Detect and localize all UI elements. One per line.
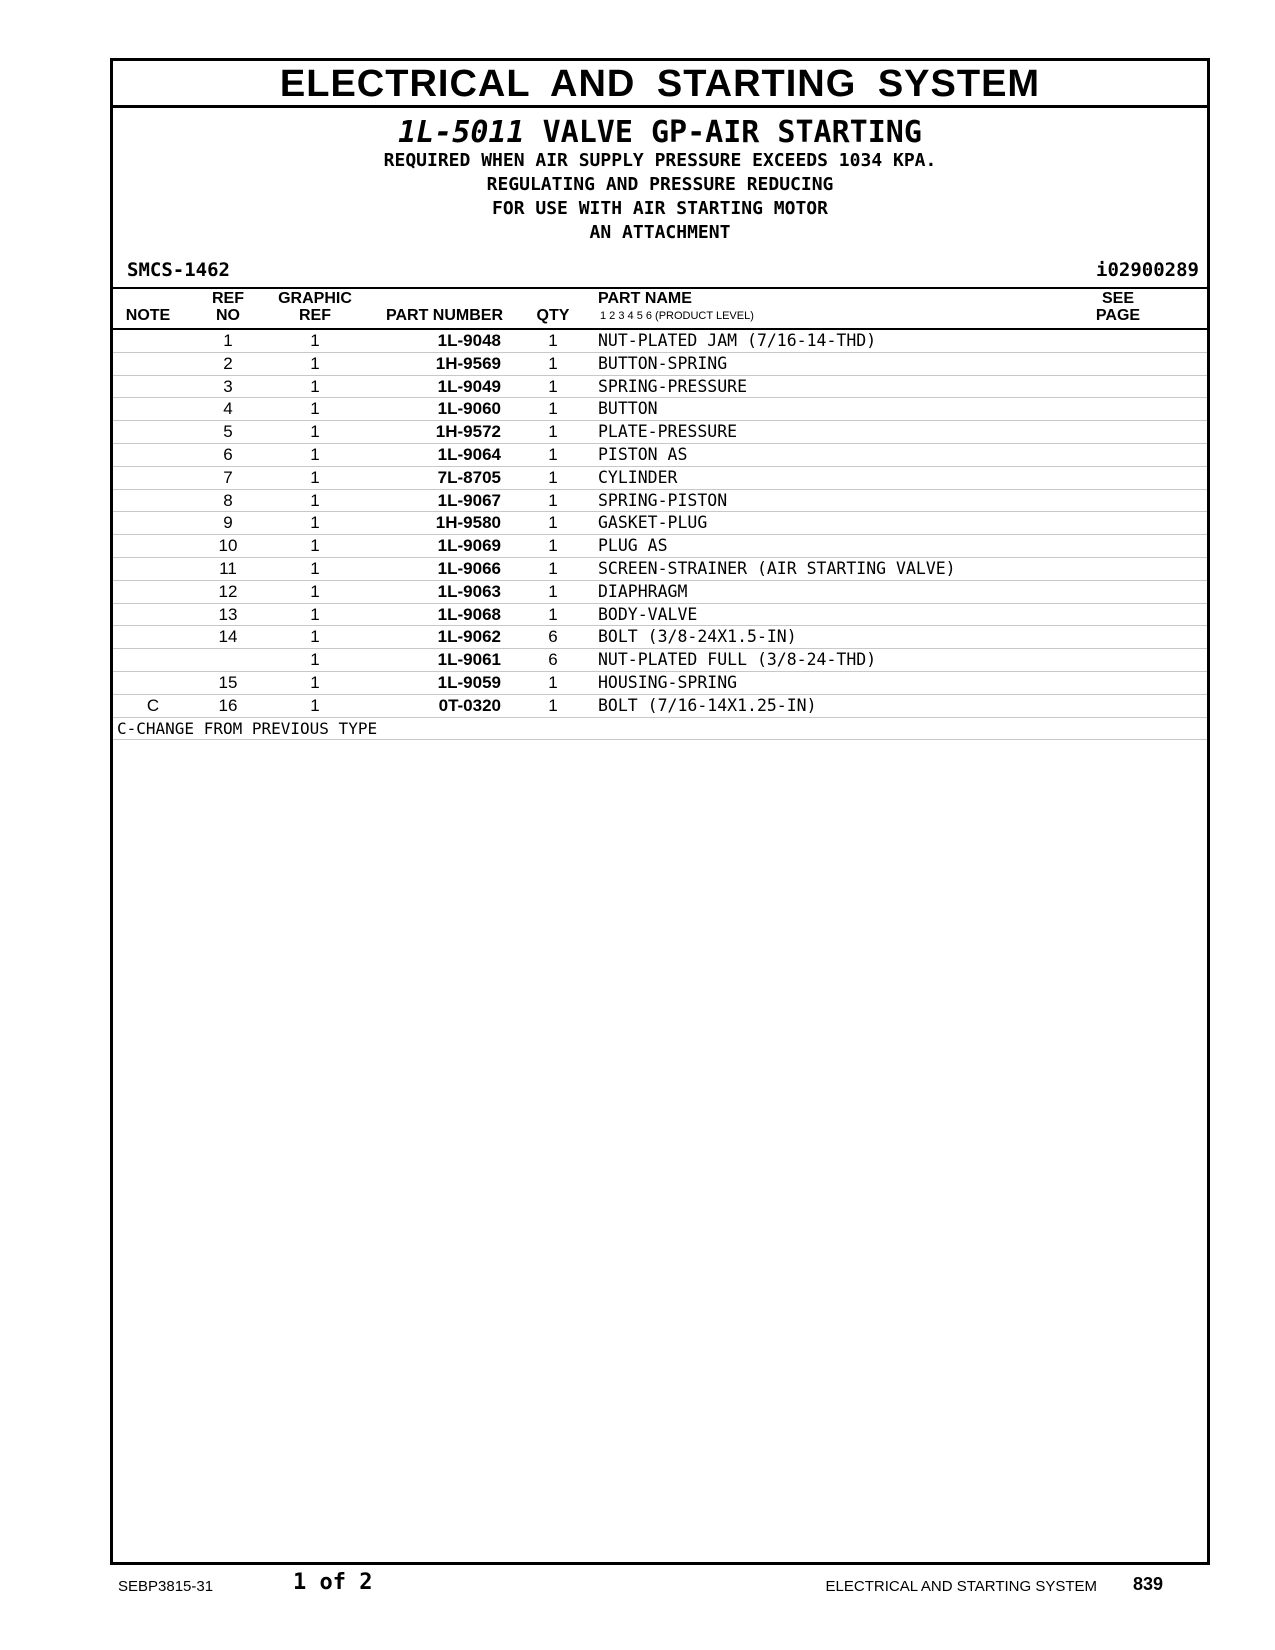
cell-part-name: BUTTON-SPRING (598, 353, 728, 373)
cell-ref-no: 4 (223, 399, 233, 419)
cell-qty: 1 (548, 672, 558, 692)
footer-section: ELECTRICAL AND STARTING SYSTEM (825, 1578, 1097, 1595)
cell-ref-no: 1 (223, 331, 233, 350)
cell-graphic-ref: 1 (310, 376, 320, 396)
cell-ref-no: 14 (218, 627, 238, 647)
section-title: ELECTRICAL AND STARTING SYSTEM (113, 61, 1207, 108)
cell-qty: 1 (548, 536, 558, 556)
cell-graphic-ref: 1 (310, 513, 320, 533)
cell-graphic-ref: 1 (310, 604, 320, 624)
table-row (113, 467, 1207, 490)
cell-qty: 1 (548, 558, 558, 578)
cell-graphic-ref: 1 (310, 581, 320, 601)
cell-qty: 6 (548, 650, 558, 670)
cell-part-number: 1L-9067 (437, 490, 501, 510)
cell-part-name: NUT-PLATED JAM (7/16-14-THD) (598, 331, 877, 350)
cell-part-number: 1L-9060 (437, 399, 501, 419)
cell-qty: 1 (548, 513, 558, 533)
cell-part-number: 1L-9062 (437, 627, 501, 647)
cell-qty: 6 (548, 627, 558, 647)
cell-part-name: NUT-PLATED FULL (3/8-24-THD) (598, 650, 877, 670)
cell-part-name: SCREEN-STRAINER (AIR STARTING VALVE) (598, 558, 956, 578)
cell-part-number: 1L-9049 (437, 376, 501, 396)
cell-ref-no: 3 (223, 376, 233, 396)
cell-part-number: 1L-9069 (437, 536, 501, 556)
cell-ref-no: 15 (218, 672, 238, 692)
cell-part-number: 1H-9580 (435, 513, 501, 533)
cell-graphic-ref: 1 (310, 558, 320, 578)
cell-part-name: BODY-VALVE (598, 604, 698, 624)
cell-part-number: 1H-9572 (435, 422, 501, 442)
col-header-part-name: PART NAME (598, 290, 692, 307)
table-row (113, 558, 1207, 581)
cell-qty: 1 (548, 376, 558, 396)
group-description: REGULATING AND PRESSURE REDUCING (486, 174, 834, 195)
col-header-graphic-ref: GRAPHIC REF (278, 290, 352, 324)
cell-part-number: 1L-9066 (437, 558, 501, 578)
cell-qty: 1 (548, 444, 558, 464)
cell-part-name: HOUSING-SPRING (598, 672, 738, 692)
cell-graphic-ref: 1 (310, 695, 320, 715)
cell-part-number: 1H-9569 (435, 353, 501, 373)
cell-part-name: SPRING-PISTON (598, 490, 728, 510)
cell-ref-no: 13 (218, 604, 238, 624)
table-row (113, 695, 1207, 718)
cell-ref-no: 10 (218, 536, 238, 556)
cell-ref-no: 6 (223, 444, 233, 464)
cell-part-name: BOLT (7/16-14X1.25-IN) (598, 695, 817, 715)
cell-part-number: 1L-9059 (437, 672, 501, 692)
smcs-code: SMCS-1462 (127, 259, 230, 281)
cell-graphic-ref: 1 (310, 331, 320, 350)
cell-note: C (146, 695, 160, 715)
illustration-id: i02900289 (1096, 259, 1199, 281)
header-top-rule (113, 287, 1207, 289)
table-row (113, 376, 1207, 399)
group-description: FOR USE WITH AIR STARTING MOTOR (492, 198, 828, 219)
col-header-see-page: SEE PAGE (1095, 290, 1141, 324)
legend-row (113, 718, 1207, 741)
cell-graphic-ref: 1 (310, 399, 320, 419)
table-row (113, 490, 1207, 513)
group-description: REQUIRED WHEN AIR SUPPLY PRESSURE EXCEEDS 1034 KPA. (383, 150, 937, 171)
cell-part-number: 1L-9064 (437, 444, 501, 464)
table-row (113, 512, 1207, 535)
table-row (113, 535, 1207, 558)
cell-ref-no: 5 (223, 422, 233, 442)
product-level-label: 1 2 3 4 5 6 (PRODUCT LEVEL) (600, 310, 754, 322)
cell-qty: 1 (548, 422, 558, 442)
cell-graphic-ref: 1 (310, 490, 320, 510)
table-row (113, 626, 1207, 649)
cell-graphic-ref: 1 (310, 672, 320, 692)
cell-part-number: 1L-9048 (437, 331, 501, 350)
cell-qty: 1 (548, 399, 558, 419)
cell-part-number: 7L-8705 (437, 467, 501, 487)
group-description: AN ATTACHMENT (589, 222, 731, 243)
col-header-qty: QTY (536, 307, 570, 324)
table-row (113, 581, 1207, 604)
cell-ref-no: 2 (223, 353, 233, 373)
cell-ref-no: 12 (218, 581, 238, 601)
table-row (113, 421, 1207, 444)
cell-part-name: DIAPHRAGM (598, 581, 688, 601)
cell-ref-no: 16 (218, 695, 238, 715)
table-row (113, 444, 1207, 467)
cell-graphic-ref: 1 (310, 422, 320, 442)
footer-doc-number: SEBP3815-31 (118, 1578, 214, 1595)
table-row (113, 649, 1207, 672)
table-row (113, 353, 1207, 376)
cell-part-number: 1L-9068 (437, 604, 501, 624)
cell-graphic-ref: 1 (310, 536, 320, 556)
parts-table (113, 330, 1207, 740)
table-row (113, 672, 1207, 695)
table-row (113, 398, 1207, 421)
col-header-part-number: PART NUMBER (385, 307, 503, 324)
cell-part-name: GASKET-PLUG (598, 513, 708, 533)
footer-page-of: 1 of 2 (293, 1570, 373, 1595)
cell-part-number: 1L-9061 (437, 650, 501, 670)
cell-graphic-ref: 1 (310, 627, 320, 647)
cell-part-name: PISTON AS (598, 444, 688, 464)
cell-part-number: 0T-0320 (438, 695, 501, 715)
cell-graphic-ref: 1 (310, 353, 320, 373)
cell-ref-no: 7 (223, 467, 233, 487)
cell-part-name: PLATE-PRESSURE (598, 422, 738, 442)
page-frame (110, 58, 1210, 1565)
cell-qty: 1 (548, 353, 558, 373)
cell-qty: 1 (548, 467, 558, 487)
group-title (113, 115, 1207, 151)
group-name: VALVE GP-AIR STARTING (542, 115, 922, 150)
cell-part-name: BUTTON (598, 399, 658, 419)
cell-part-name: SPRING-PRESSURE (598, 376, 748, 396)
cell-part-name: PLUG AS (598, 536, 668, 556)
table-row (113, 330, 1207, 353)
table-row (113, 604, 1207, 627)
legend-note: C-CHANGE FROM PREVIOUS TYPE (117, 718, 378, 738)
cell-ref-no: 8 (223, 490, 233, 510)
footer-page-number: 839 (1132, 1574, 1163, 1594)
col-header-note: NOTE (125, 307, 171, 324)
cell-graphic-ref: 1 (310, 650, 320, 670)
cell-part-name: BOLT (3/8-24X1.5-IN) (598, 627, 797, 647)
cell-graphic-ref: 1 (310, 444, 320, 464)
cell-qty: 1 (548, 581, 558, 601)
cell-qty: 1 (548, 490, 558, 510)
cell-ref-no: 9 (223, 513, 233, 533)
cell-part-name: CYLINDER (598, 467, 678, 487)
col-header-ref-no: REF NO (212, 290, 244, 324)
cell-part-number: 1L-9063 (437, 581, 501, 601)
cell-qty: 1 (548, 604, 558, 624)
cell-graphic-ref: 1 (310, 467, 320, 487)
cell-qty: 1 (548, 331, 558, 350)
group-part-number: 1L-5011 (398, 115, 525, 150)
cell-ref-no: 11 (219, 558, 237, 578)
cell-qty: 1 (548, 695, 558, 715)
